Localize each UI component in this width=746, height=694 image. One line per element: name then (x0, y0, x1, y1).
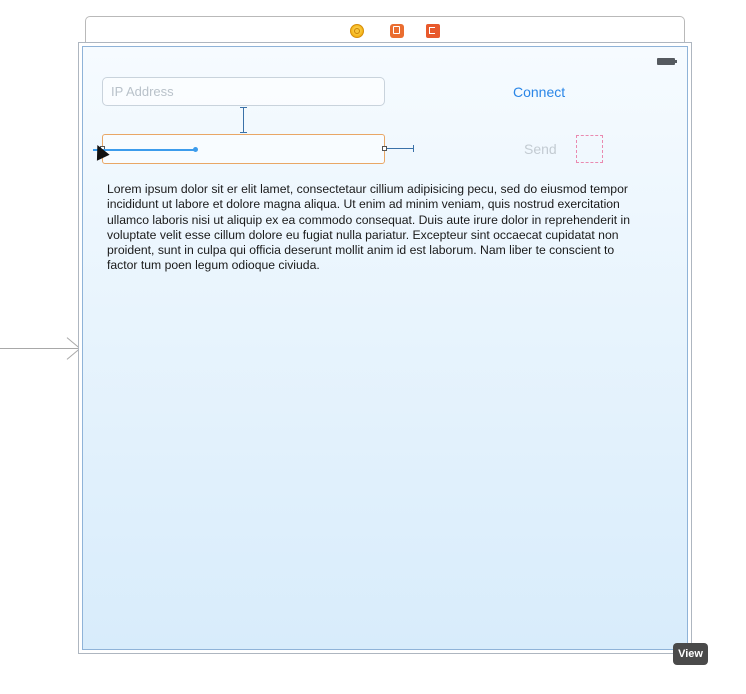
ip-address-field[interactable] (102, 77, 385, 106)
view-badge[interactable]: View (673, 643, 708, 665)
battery-icon (657, 58, 675, 65)
view-canvas[interactable] (78, 42, 692, 654)
root-view[interactable] (82, 46, 688, 650)
entry-point-arrow-icon (0, 348, 80, 349)
connect-button[interactable]: Connect (513, 84, 566, 100)
object-cube-icon[interactable] (390, 24, 404, 38)
trailing-spacing-constraint[interactable] (387, 148, 414, 149)
view-placeholder-box[interactable] (576, 135, 603, 163)
scene-dock (85, 16, 685, 42)
first-responder-icon[interactable] (350, 24, 364, 38)
vertical-spacing-constraint[interactable] (243, 107, 244, 133)
exit-icon[interactable] (426, 24, 440, 38)
send-button[interactable]: Send (524, 141, 557, 157)
body-text-label: Lorem ipsum dolor sit er elit lamet, consectetaur cillium adipisicing pecu, sed do eiusmod tempor incididunt ut labore et dolore magna aliqua. Ut enim ad minim veniam, quis nostrud exercitation ullamco laboris nisi ut aliquip ex ea commodo consequat. Duis aute irure dolor in reprehenderit in voluptate velit esse cillum dolore eu fugiat nulla pariatur. Excepteur sint occaecat cupidatat non proident, sunt in culpa qui officia deserunt mollit anim id est laborum. Nam liber te conscient to factor tum poen legum odioque civiuda. (107, 182, 630, 273)
drag-selection-dot (193, 147, 198, 152)
drag-selection-line (93, 149, 196, 151)
ip-address-placeholder: IP Address (111, 84, 174, 99)
